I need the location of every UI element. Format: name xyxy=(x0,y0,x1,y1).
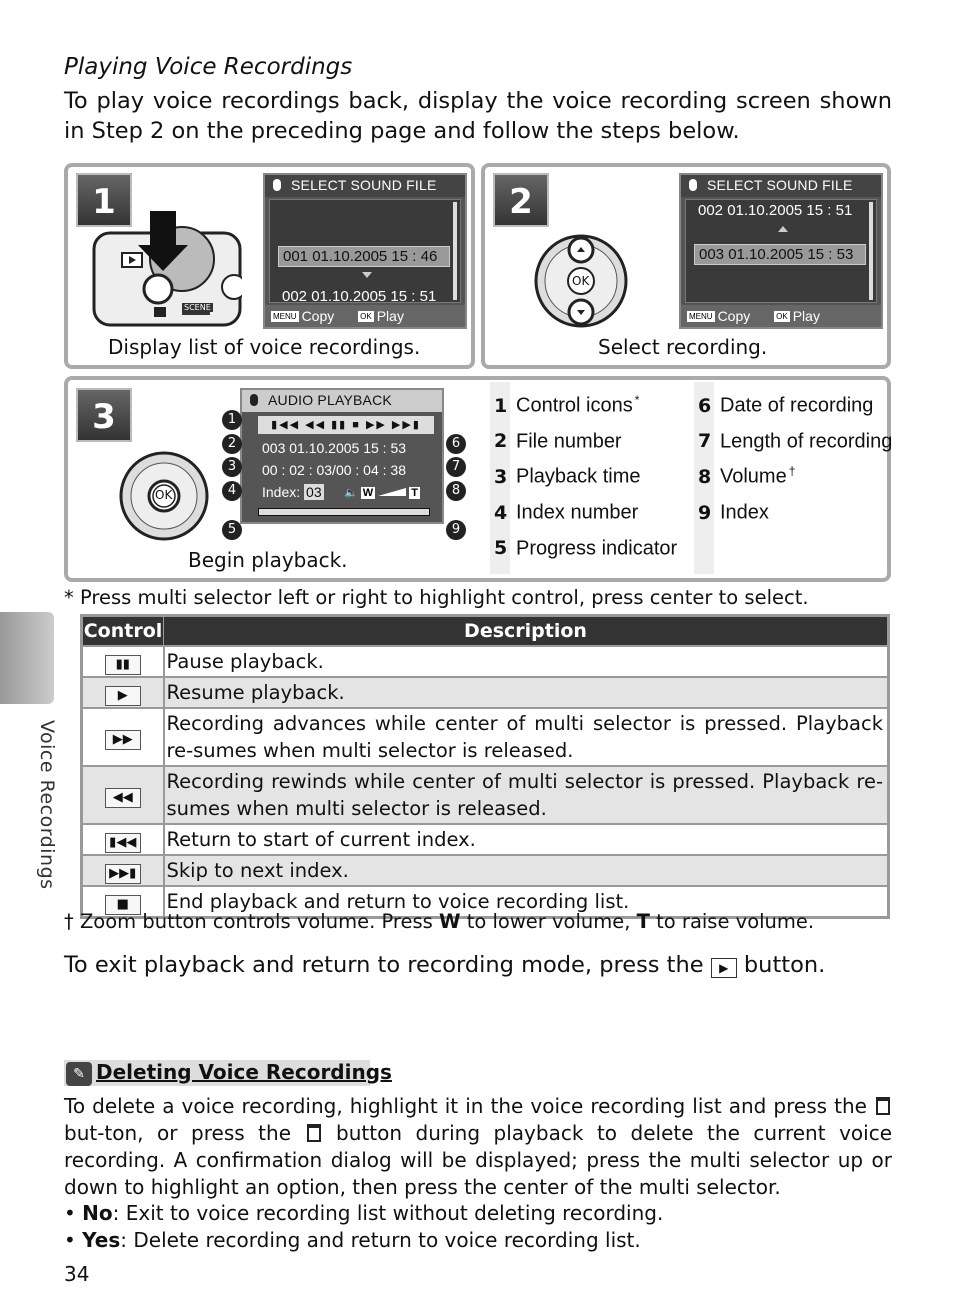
playback-time-text: 00 : 02 : 03/00 : 04 : 38 xyxy=(262,462,406,478)
option-description: : Delete recording and return to voice recording list. xyxy=(120,1228,641,1252)
legend-label: Volume xyxy=(720,465,787,488)
copy-label: Copy xyxy=(717,308,751,324)
legend-number: 3 xyxy=(494,465,508,488)
ok-label: OK xyxy=(155,488,173,502)
file-row[interactable]: 002 01.10.2005 15 : 51 xyxy=(698,202,853,219)
screen-title-bar xyxy=(242,390,442,412)
step-1-panel xyxy=(64,163,475,369)
control-cell xyxy=(82,855,164,886)
legend-number: 5 xyxy=(494,537,508,560)
legend-right xyxy=(698,385,894,528)
exit-instruction xyxy=(64,952,825,978)
tip-icon: ✎ xyxy=(66,1062,92,1086)
table-header-row xyxy=(82,616,889,646)
legend-number: 2 xyxy=(494,430,508,453)
column-header-control: Control xyxy=(82,616,164,646)
legend-item xyxy=(698,456,894,492)
column-header-description: Description xyxy=(164,616,889,646)
exit-text: To exit playback and return to recording mode, press the xyxy=(64,952,711,978)
callout-4: 4 xyxy=(222,481,242,501)
control-icons-bar[interactable]: ▮◀◀ ◀◀ ▮▮ ■ ▶▶ ▶▶▮ xyxy=(258,416,434,434)
file-row-selected[interactable]: 003 01.10.2005 15 : 53 xyxy=(694,244,866,265)
control-cell xyxy=(82,766,164,824)
table-row xyxy=(82,708,889,766)
option-yes: Yes xyxy=(82,1228,121,1252)
step-caption: Begin playback. xyxy=(188,548,348,572)
zoom-t-label: T xyxy=(636,910,650,933)
stop-icon: ■ xyxy=(105,895,141,915)
camera-back-illustration xyxy=(92,209,242,327)
legend-number: 6 xyxy=(698,394,712,417)
play-icon: ▶ xyxy=(105,686,141,706)
description-cell: Resume playback. xyxy=(164,677,889,708)
legend-number: 8 xyxy=(698,465,712,488)
description-cell: Skip to next index. xyxy=(164,855,889,886)
legend-mark: † xyxy=(788,464,796,479)
deleting-title-text: Deleting Voice Recordings xyxy=(96,1060,392,1084)
scrollbar[interactable] xyxy=(453,202,457,300)
page-number: 34 xyxy=(64,1262,90,1286)
legend-item xyxy=(494,421,679,457)
deleting-section-title xyxy=(64,1060,392,1086)
callout-7: 7 xyxy=(446,457,466,477)
ok-button-icon: OK xyxy=(360,312,372,321)
table-row xyxy=(82,766,889,824)
chapter-label: Voice Recordings xyxy=(36,720,58,890)
legend-label: Index xyxy=(720,501,769,524)
ok-label: OK xyxy=(572,274,590,288)
control-cell xyxy=(82,708,164,766)
trash-icon xyxy=(307,1124,321,1142)
zoom-w-label: W xyxy=(439,910,461,933)
legend-label: Index number xyxy=(516,501,639,524)
legend-number: 9 xyxy=(698,501,712,524)
microphone-icon xyxy=(250,394,258,406)
volume-indicator xyxy=(344,486,420,499)
legend-item xyxy=(494,385,679,421)
screen-title-bar xyxy=(681,175,881,197)
control-table xyxy=(80,614,890,919)
footnote-text: to raise volume. xyxy=(649,910,815,933)
index-label: Index: xyxy=(262,484,301,500)
step-3-panel xyxy=(64,376,891,582)
footnote-text: to lower volume, xyxy=(460,910,637,933)
legend-label: Length of recording xyxy=(720,430,893,453)
menu-button-icon: MENU xyxy=(689,312,713,321)
footnote-star: * Press multi selector left or right to highlight control, press center to select. xyxy=(64,586,809,609)
section-heading: Playing Voice Recordings xyxy=(64,54,353,80)
menu-button-icon: MENU xyxy=(273,312,297,321)
play-label: Play xyxy=(376,308,404,324)
screen-bottom-bar xyxy=(265,305,465,327)
legend-label: File number xyxy=(516,430,622,453)
file-row-selected[interactable]: 001 01.10.2005 15 : 46 xyxy=(278,246,450,267)
pause-icon: ▮▮ xyxy=(105,655,141,675)
step-number: 2 xyxy=(493,173,549,227)
deleting-options-list xyxy=(64,1200,663,1254)
deleting-text: To delete a voice recording, highlight it in the voice recording list and press the xyxy=(64,1094,874,1118)
progress-indicator xyxy=(258,508,430,516)
callout-2: 2 xyxy=(222,434,242,454)
callout-5: 5 xyxy=(222,520,242,540)
volume-w-label: W xyxy=(362,487,374,499)
microphone-icon xyxy=(689,179,697,191)
index-value: 03 xyxy=(306,484,322,500)
legend-left xyxy=(494,385,679,563)
step-number: 1 xyxy=(76,173,132,227)
lcd-screen xyxy=(679,173,883,329)
scrollbar[interactable] xyxy=(869,202,873,300)
description-cell: Pause playback. xyxy=(164,646,889,677)
scroll-down-arrow-icon xyxy=(362,272,372,278)
callout-8: 8 xyxy=(446,481,466,501)
playback-button-icon: ▶ xyxy=(711,958,737,978)
intro-paragraph: To play voice recordings back, display the voice recording screen shown in Step 2 on the preceding page and follow the steps below. xyxy=(64,88,892,144)
description-cell: Return to start of current index. xyxy=(164,824,889,855)
ok-button-icon: OK xyxy=(776,312,788,321)
legend-label: Control icons xyxy=(516,394,633,417)
volume-t-label: T xyxy=(411,487,419,499)
playback-lcd-screen xyxy=(240,388,444,524)
list-item: • No: Exit to voice recording list without deleting recording. xyxy=(64,1201,664,1225)
screen-bottom-bar xyxy=(681,305,881,327)
control-cell xyxy=(82,824,164,855)
description-cell: Recording rewinds while center of multi selector is pressed. Playback re-sumes when multi selector is released. xyxy=(164,766,889,824)
description-cell: Recording advances while center of multi selector is pressed. Playback re-sumes when multi selector is released. xyxy=(164,708,889,766)
deleting-text: button during playback to delete the current voice recording. A confirmation dialog will be displayed; press the multi selector up or down to highlight an option, then press the center of the multi selector. xyxy=(64,1121,892,1199)
callout-3: 3 xyxy=(222,457,242,477)
legend-mark: * xyxy=(634,393,640,407)
table-row xyxy=(82,677,889,708)
legend-item xyxy=(698,492,894,528)
list-item: • Yes: Delete recording and return to voice recording list. xyxy=(64,1228,641,1252)
play-label: Play xyxy=(792,308,820,324)
index-number xyxy=(262,484,324,500)
microphone-icon xyxy=(273,179,281,191)
table-body xyxy=(82,646,889,918)
option-no: No xyxy=(82,1201,113,1225)
file-list xyxy=(685,199,877,303)
table-row xyxy=(82,824,889,855)
skip-back-icon: ▮◀◀ xyxy=(105,833,141,853)
callout-9: 9 xyxy=(446,520,466,540)
legend-number: 1 xyxy=(494,394,508,417)
control-cell xyxy=(82,646,164,677)
table-row xyxy=(82,855,889,886)
file-list xyxy=(269,199,461,303)
scroll-up-arrow-icon xyxy=(778,226,788,232)
legend-item xyxy=(698,421,894,457)
table-row xyxy=(82,646,889,677)
chapter-tab xyxy=(0,612,54,704)
rewind-icon: ◀◀ xyxy=(105,788,141,808)
legend-item xyxy=(494,492,679,528)
file-row[interactable]: 002 01.10.2005 15 : 51 xyxy=(282,288,437,305)
control-cell xyxy=(82,677,164,708)
screen-title: SELECT SOUND FILE xyxy=(291,177,437,193)
legend-label: Date of recording xyxy=(720,394,874,417)
legend-item xyxy=(494,528,679,564)
step-number: 3 xyxy=(76,388,132,442)
legend-number: 7 xyxy=(698,430,712,453)
footnote-dagger xyxy=(64,910,814,933)
trash-icon xyxy=(876,1097,890,1115)
description-cell: End playback and return to voice recording list. xyxy=(164,886,889,918)
screen-title: SELECT SOUND FILE xyxy=(707,177,853,193)
screen-title: AUDIO PLAYBACK xyxy=(268,392,392,408)
callout-1: 1 xyxy=(222,410,242,430)
legend-item xyxy=(698,385,894,421)
legend-item xyxy=(494,456,679,492)
volume-level-icon xyxy=(378,488,406,496)
skip-next-icon: ▶▶▮ xyxy=(105,864,141,884)
step-caption: Display list of voice recordings. xyxy=(108,335,421,359)
step-caption: Select recording. xyxy=(598,335,768,359)
legend-label: Progress indicator xyxy=(516,537,678,560)
lcd-screen xyxy=(263,173,467,329)
legend-label: Playback time xyxy=(516,465,641,488)
file-number-text: 003 01.10.2005 15 : 53 xyxy=(262,440,407,456)
speaker-icon: 🔈 xyxy=(344,487,358,499)
option-description: : Exit to voice recording list without deleting recording. xyxy=(112,1201,664,1225)
step-2-panel xyxy=(481,163,891,369)
exit-text: button. xyxy=(736,952,826,978)
footnote-text: † Zoom button controls volume. Press xyxy=(64,910,439,933)
deleting-text: but-ton, or press the xyxy=(64,1121,305,1145)
copy-label: Copy xyxy=(301,308,335,324)
callout-6: 6 xyxy=(446,434,466,454)
deleting-paragraph xyxy=(64,1093,892,1201)
screen-title-bar xyxy=(265,175,465,197)
legend-number: 4 xyxy=(494,501,508,524)
scene-label: SCENE xyxy=(184,303,211,312)
fast-forward-icon: ▶▶ xyxy=(105,730,141,750)
